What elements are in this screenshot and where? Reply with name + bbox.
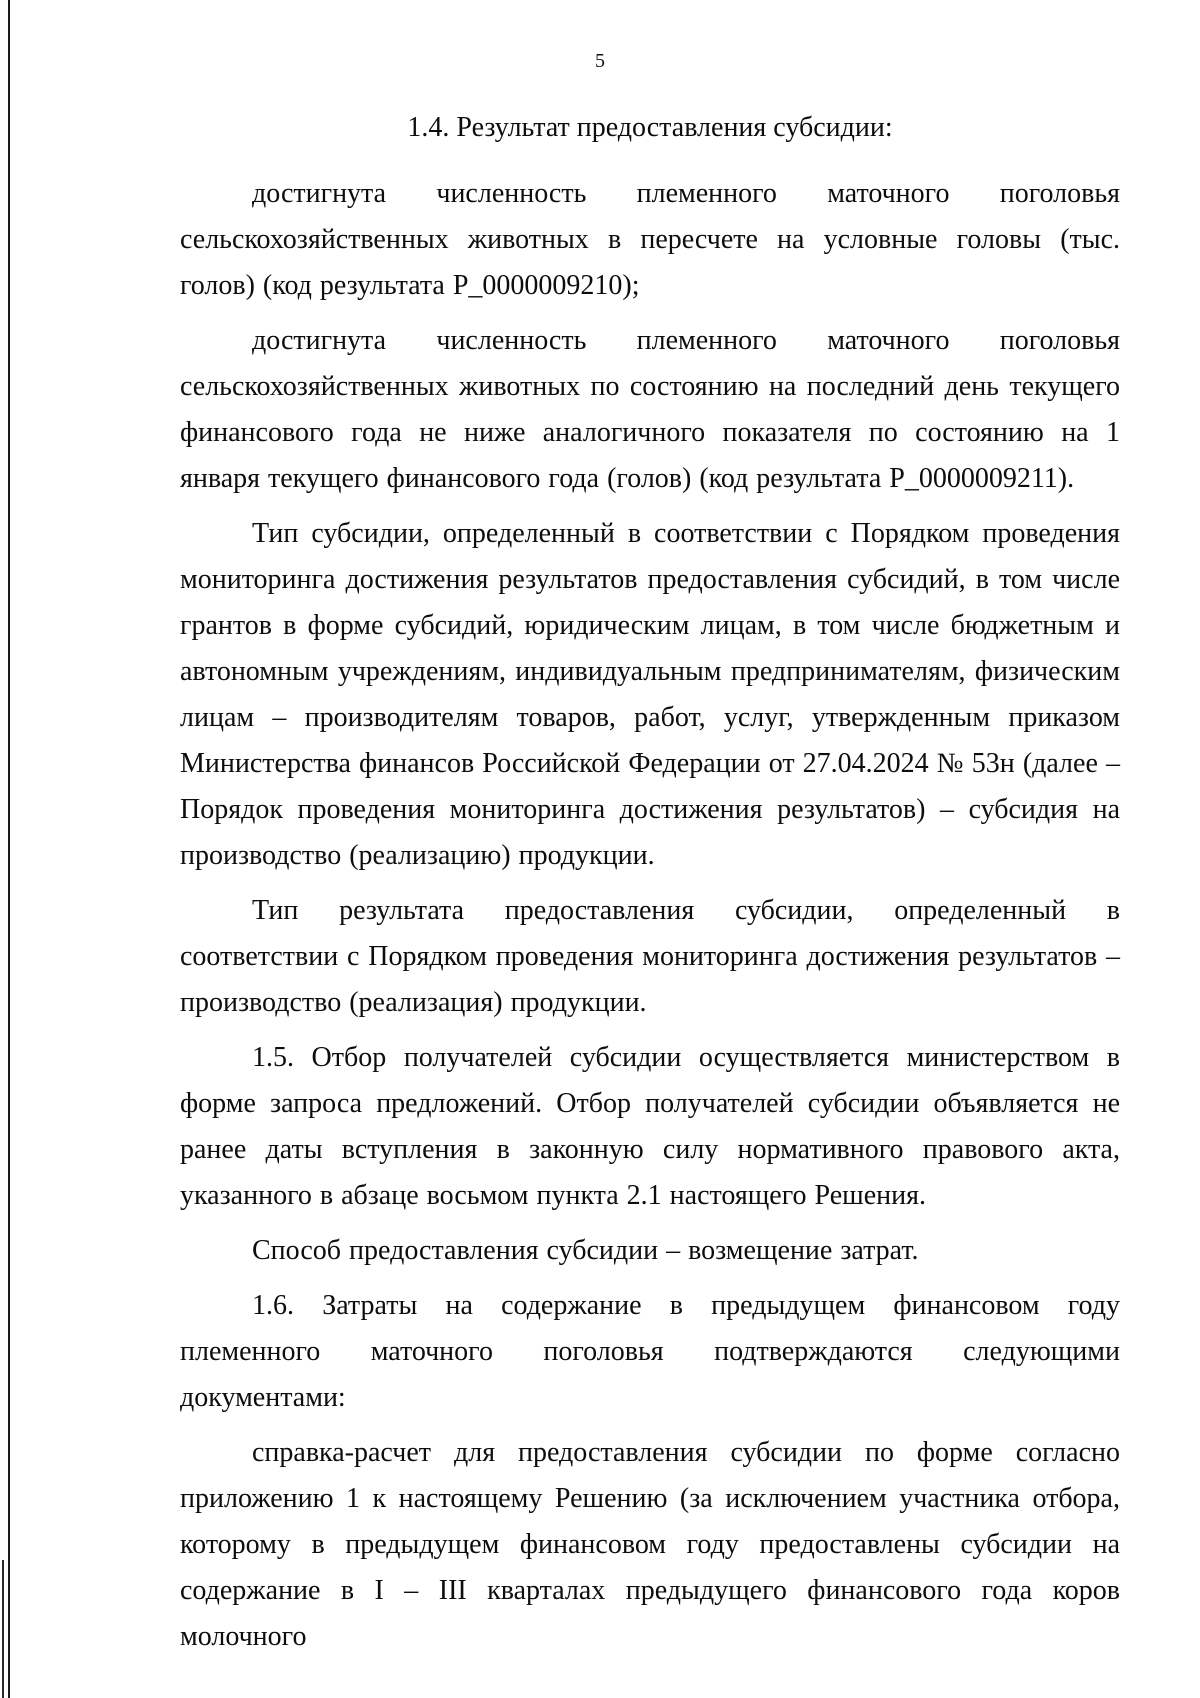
paragraph: Способ предоставления субсидии – возмещение затрат. xyxy=(252,1235,919,1266)
scan-edge-line-bottom xyxy=(2,1560,4,1698)
section-heading: 1.4. Результат предоставления субсидии: xyxy=(407,112,893,143)
paragraph: достигнута численность племенного маточного поголовья сельскохозяйственных животных в пересчете на условные головы (тыс. голов) (код результата Р_0000009210); xyxy=(180,178,1120,301)
paragraph: Тип результата предоставления субсидии, определенный в соответствии с Порядком проведения мониторинга достижения результатов – производство (реализация) продукции. xyxy=(180,895,1120,1018)
document-body xyxy=(180,105,1120,1669)
paragraph: Тип субсидии, определенный в соответствии с Порядком проведения мониторинга достижения результатов предоставления субсидий, в том числе грантов в форме субсидий, юридическим лицам, в том числе бюджетным и автономным учреждениям, индивидуальным предпринимателям, физическим лицам – производителям товаров, работ, услуг, утвержденным приказом Министерства финансов Российской Федерации от 27.04.2024 № 53н (далее – Порядок проведения мониторинга достижения результатов) – субсидия на производство (реализацию) продукции. xyxy=(180,518,1120,871)
paragraph: 1.5. Отбор получателей субсидии осуществляется министерством в форме запроса предложений. Отбор получателей субсидии объявляется не ранее даты вступления в законную силу нормативного правового акта, указанного в абзаце восьмом пункта 2.1 настоящего Решения. xyxy=(180,1042,1120,1211)
paragraph: 1.6. Затраты на содержание в предыдущем финансовом году племенного маточного поголовья подтверждаются следующими документами: xyxy=(180,1290,1120,1413)
scan-edge-line xyxy=(8,0,10,1698)
paragraph: справка-расчет для предоставления субсидии по форме согласно приложению 1 к настоящему Решению (за исключением участника отбора, которому в предыдущем финансовом году предоставлены субсидии на содержание в I – III кварталах предыдущего финансового года коров молочного xyxy=(180,1437,1120,1652)
page-number: 5 xyxy=(595,50,605,72)
paragraph: достигнута численность племенного маточного поголовья сельскохозяйственных животных по состоянию на последний день текущего финансового года не ниже аналогичного показателя по состоянию на 1 января текущего финансового года (голов) (код результата Р_0000009211). xyxy=(180,325,1120,494)
